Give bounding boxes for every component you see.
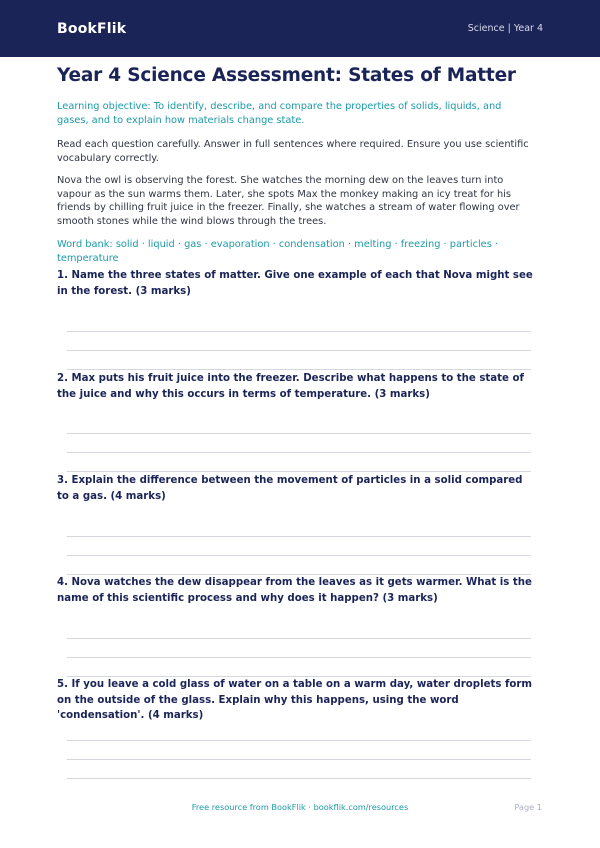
- page-title: Year 4 Science Assessment: States of Matter: [57, 65, 516, 86]
- answer-line[interactable]: [67, 555, 531, 556]
- answer-line[interactable]: [67, 331, 531, 332]
- footer-resource-link[interactable]: Free resource from BookFlik · bookflik.com/resources: [191, 802, 409, 812]
- question-text: 1. Name the three states of matter. Give one example of each that Nova might see in the forest. (3 marks): [57, 270, 533, 297]
- word-bank: Word bank: solid · liquid · gas · evaporation · condensation · melting · freezing · particles · temperature: [57, 239, 499, 264]
- story-passage: Nova the owl is observing the forest. She watches the morning dew on the leaves turn into vapour as the sun warms them. Later, she spots Max the monkey making an icy treat for his friends by chilling fruit juice in the freezer. Finally, she watches a stream of water flowing over smooth stones while the wind blows through the trees.: [57, 175, 520, 227]
- subject-year-label: Science | Year 4: [467, 23, 543, 34]
- answer-line[interactable]: [67, 638, 531, 639]
- instructions: Read each question carefully. Answer in full sentences where required. Ensure you use scientific vocabulary correctly.: [57, 139, 529, 164]
- answer-line[interactable]: [67, 657, 531, 658]
- question-5: [57, 677, 533, 724]
- answer-line[interactable]: [67, 740, 531, 741]
- page-number: Page 1: [514, 802, 542, 812]
- answer-line[interactable]: [67, 369, 531, 370]
- question-1: [57, 268, 533, 299]
- answer-line[interactable]: [67, 759, 531, 760]
- brand-logo: BookFlik: [57, 20, 127, 37]
- answer-line[interactable]: [67, 778, 531, 779]
- question-2: [57, 371, 533, 402]
- learning-objective: Learning objective: To identify, describe, and compare the properties of solids, liquids, and gases, and to explain how materials change state.: [57, 101, 502, 126]
- question-4: [57, 575, 533, 606]
- question-text: 3. Explain the difference between the movement of particles in a solid compared to a gas. (4 marks): [57, 475, 523, 502]
- question-3: [57, 473, 533, 504]
- answer-line[interactable]: [67, 350, 531, 351]
- question-text: 5. If you leave a cold glass of water on a table on a warm day, water droplets form on the outside of the glass. Explain why this happens, using the word 'condensation'. (4 marks): [57, 679, 533, 721]
- answer-line[interactable]: [67, 471, 531, 472]
- page-header: [0, 0, 600, 57]
- question-text: 4. Nova watches the dew disappear from the leaves as it gets warmer. What is the name of this scientific process and why does it happen? (3 marks): [57, 577, 532, 604]
- intro-section: [57, 64, 533, 265]
- answer-line[interactable]: [67, 452, 531, 453]
- answer-line[interactable]: [67, 536, 531, 537]
- question-text: 2. Max puts his fruit juice into the freezer. Describe what happens to the state of the juice and why this occurs in terms of temperature. (3 marks): [57, 373, 524, 400]
- answer-line[interactable]: [67, 433, 531, 434]
